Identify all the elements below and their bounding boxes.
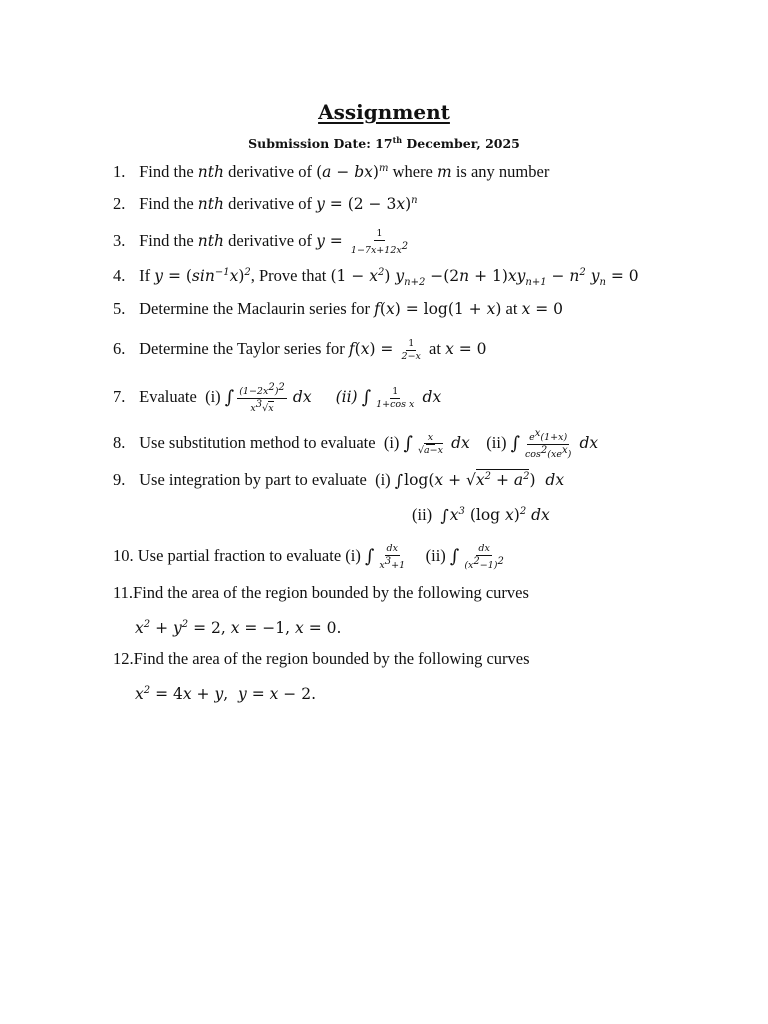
question-number: 8. [113,432,126,452]
question-number: 1. [113,162,126,182]
question-12-equation: $x^2 = 4x + y$, y = x − 2. [135,685,316,704]
question-number: 5. [113,299,126,318]
question-number: 2. [113,194,126,214]
question-number: 7. [113,386,126,406]
question-text: Find the nth derivative of y = $\frac{1}{1-7x+12x^2}$ [139,228,409,256]
question-2 [113,196,418,213]
question-text: Find the nth derivative of $y = (2 - 3x)^n$ [139,194,418,214]
question-text: Determine the Maclaurin series for f(x) = log(1 + x) at x = 0 [139,299,564,318]
question-3 [113,229,412,255]
question-11-equation: $x^2 + y^2 = 2$, x = −1, x = 0. [135,619,342,638]
question-10 [113,544,508,570]
page-title: Assignment [318,100,450,124]
question-6 [113,339,487,361]
question-text: Determine the Taylor series for f(x) = $\frac{1}{2-x}$ at x = 0 [139,338,487,362]
question-text: Use integration by part to evaluate (i) $\int\log(x + √x^2 + a^2)$ dx [139,470,565,491]
question-number: 3. [113,230,126,250]
question-text: If $y = (\sin^{-1}x)^2$, Prove that $(1 - x^2)$ $y_{n+2} -(2n + 1)xy_{n+1} - n^2$ $y_n = 0$ [139,266,639,289]
question-number: 4. [113,266,126,286]
question-5 [113,301,563,318]
question-number: 12. [113,649,134,668]
submission-date: Submission Date: 17th December, 2025 [248,135,520,152]
question-8 [113,429,598,459]
question-text: Find the area of the region bounded by the following curves [133,649,530,668]
question-9-part-ii [412,507,550,524]
question-11 [113,585,529,602]
question-9 [113,472,564,489]
question-number: 10. [113,545,134,565]
question-7 [113,383,441,413]
question-text: Find the area of the region bounded by the following curves [133,583,529,602]
question-1 [113,164,549,181]
question-text: (ii) $\int x^3$ (log x)$^2$ dx [412,505,550,526]
question-12 [113,651,530,668]
question-text: Evaluate (i) ∫ $\frac{(1-2x^2)^2}{x^3√x}$ dx (ii) ∫ $\frac{1}{\text{1+cos x}}$ dx [139,382,442,414]
question-text: Find the nth derivative of (a − bx)$^m$ where m is any number [139,162,550,182]
question-text: Use substitution method to evaluate (i) ∫ $\frac{x}{√a-x}$ dx (ii) ∫ $\frac{e^x(1+x)}{\cos^2(xe^x)}$ dx [139,428,599,460]
question-4 [113,268,639,288]
question-number: 6. [113,338,126,358]
question-number: 9. [113,470,126,490]
question-number: 11. [113,583,134,602]
question-text: Use partial fraction to evaluate (i) ∫ $\frac{dx}{x^3+1}$ (ii) ∫ $\frac{dx}{(x^2-1)^2}$ [137,543,504,571]
